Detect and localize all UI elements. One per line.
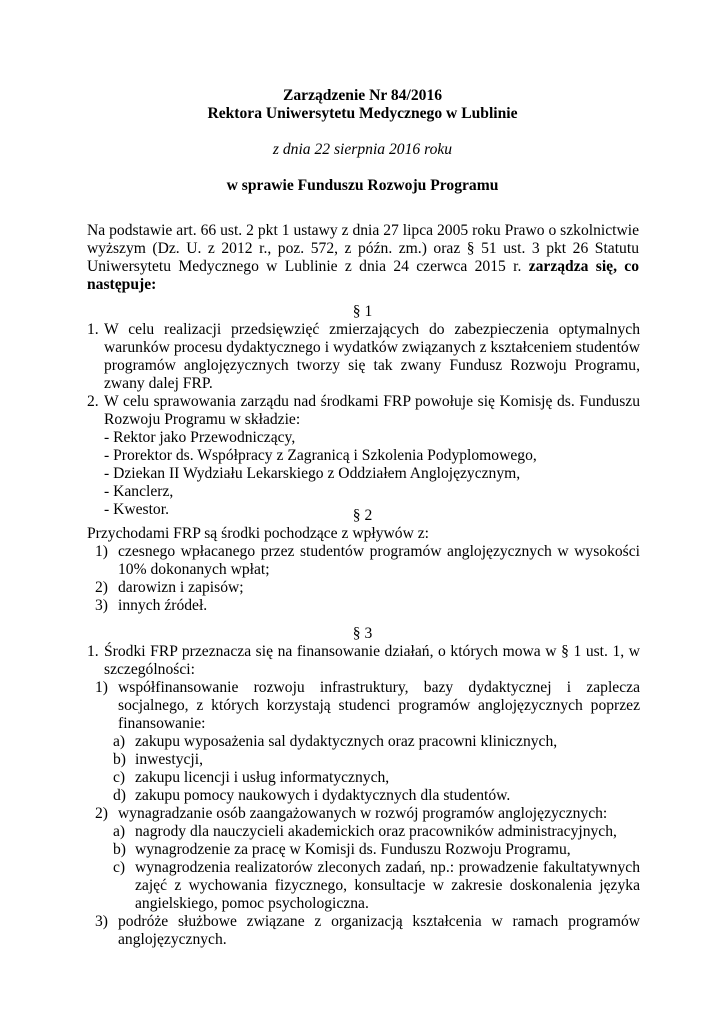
- funding-purpose-2: [87, 805, 640, 823]
- item-letter: d): [113, 787, 126, 804]
- item-number: 1): [95, 543, 108, 560]
- item-number: 3): [95, 597, 108, 614]
- item-text: wynagrodzenie za pracę w Komisji ds. Funduszu Rozwoju Programu,: [135, 841, 571, 858]
- item-letter: c): [113, 859, 126, 876]
- section-2-body: [87, 525, 640, 615]
- revenue-item: [87, 579, 640, 597]
- revenue-item: [87, 543, 640, 579]
- section-1-heading: § 1: [352, 303, 373, 320]
- section-1-item-2: [87, 393, 640, 519]
- document-date: z dnia 22 sierpnia 2016 roku: [272, 141, 453, 158]
- document-subject: w sprawie Funduszu Rozwoju Programu: [226, 177, 499, 194]
- document-issuer: Rektora Uniwersytetu Medycznego w Lublinie: [207, 105, 518, 122]
- item-letter: a): [113, 733, 126, 750]
- item-text: darowizn i zapisów;: [118, 579, 244, 596]
- item-text: zakupu pomocy naukowych i dydaktycznych dla studentów.: [135, 787, 511, 804]
- item-letter: b): [113, 841, 126, 858]
- funding-purpose-1: [87, 679, 640, 733]
- committee-member: - Kanclerz,: [104, 483, 174, 500]
- committee-member: - Rektor jako Przewodniczący,: [104, 429, 296, 446]
- section-2-lead: Przychodami FRP są środki pochodzące z wpływów z:: [87, 525, 429, 542]
- committee-member: - Prorektor ds. Współpracy z Zagranicą i Szkolenia Podyplomowego,: [104, 447, 537, 464]
- item-text: współfinansowanie rozwoju infrastruktury, bazy dydaktycznej i zaplecza socjalnego, z których korzystają studenci programów anglojęzycznych poprzez finansowanie:: [118, 679, 640, 732]
- item-text: W celu sprawowania zarządu nad środkami FRP powołuje się Komisję ds. Funduszu Rozwoju Programu w składzie:: [104, 393, 640, 428]
- item-number: 1.: [87, 321, 99, 338]
- item-letter: c): [113, 769, 126, 786]
- funding-subitem: [87, 769, 640, 787]
- section-3-heading: § 3: [352, 625, 373, 642]
- section-1-body: [87, 321, 640, 519]
- committee-member: - Dziekan II Wydziału Lekarskiego z Oddziałem Anglojęzycznym,: [104, 465, 521, 482]
- funding-subitem: [87, 751, 640, 769]
- funding-subitem: [87, 733, 640, 751]
- item-number: 2.: [87, 393, 99, 410]
- item-number: 2): [95, 805, 108, 822]
- item-text: inwestycji,: [135, 751, 203, 768]
- revenue-item: [87, 597, 640, 615]
- item-number: 1): [95, 679, 108, 696]
- funding-subitem: [87, 823, 640, 841]
- section-2-heading: § 2: [352, 507, 373, 524]
- item-text: Środki FRP przeznacza się na finansowanie działań, o których mowa w § 1 ust. 1, w szczególności:: [104, 643, 640, 678]
- legal-basis-paragraph: [87, 222, 639, 294]
- document-title: Zarządzenie Nr 84/2016: [282, 87, 443, 104]
- item-text: wynagrodzenia realizatorów zleconych zadań, np.: prowadzenie fakultatywnych zajęć z wychowania fizycznego, konsultacje w zakresie doskonalenia języka angielskiego, pomoc psychologiczna.: [135, 859, 640, 912]
- item-text: nagrody dla nauczycieli akademickich oraz pracowników administracyjnych,: [135, 823, 617, 840]
- item-text: podróże służbowe związane z organizacją kształcenia w ramach programów anglojęzycznych.: [118, 913, 640, 948]
- funding-subitem: [87, 859, 640, 913]
- item-text: wynagradzanie osób zaangażowanych w rozwój programów anglojęzycznych:: [118, 805, 608, 822]
- section-3-body: [87, 643, 640, 949]
- funding-subitem: [87, 787, 640, 805]
- section-1-item-1: [87, 321, 640, 393]
- legal-basis-text: Na podstawie art. 66 ust. 2 pkt 1 ustawy z dnia 27 lipca 2005 roku Prawo o szkolnictwie wyższym (Dz. U. z 2012 r., poz. 572, z późn. zm.) oraz § 51 ust. 3 pkt 26 Statutu Uniwersytetu Medycznego w Lublinie z dnia 24 czerwca 2015 r.: [87, 222, 639, 275]
- item-number: 3): [95, 913, 108, 930]
- section-3-item-1: [87, 643, 640, 679]
- item-text: czesnego wpłacanego przez studentów programów anglojęzycznych w wysokości 10% dokonanych wpłat;: [118, 543, 640, 578]
- committee-member: - Kwestor.: [104, 501, 169, 518]
- funding-subitem: [87, 841, 640, 859]
- item-text: innych źródeł.: [118, 597, 208, 614]
- item-letter: b): [113, 751, 126, 768]
- funding-purpose-3: [87, 913, 640, 949]
- item-letter: a): [113, 823, 126, 840]
- item-text: zakupu wyposażenia sal dydaktycznych oraz pracowni klinicznych,: [135, 733, 558, 750]
- legal-basis-decree-phrase: zarządza się, co następuje:: [87, 258, 640, 293]
- item-number: 1.: [87, 643, 99, 660]
- committee-members-list: [104, 429, 640, 519]
- item-text: zakupu licencji i usług informatycznych,: [135, 769, 390, 786]
- item-text: W celu realizacji przedsięwzięć zmierzających do zabezpieczenia optymalnych warunków procesu dydaktycznego i wydatków związanych z kształceniem studentów programów anglojęzycznych tworzy się tak zwany Fundusz Rozwoju Programu, zwany dalej FRP.: [104, 321, 640, 392]
- item-number: 2): [95, 579, 108, 596]
